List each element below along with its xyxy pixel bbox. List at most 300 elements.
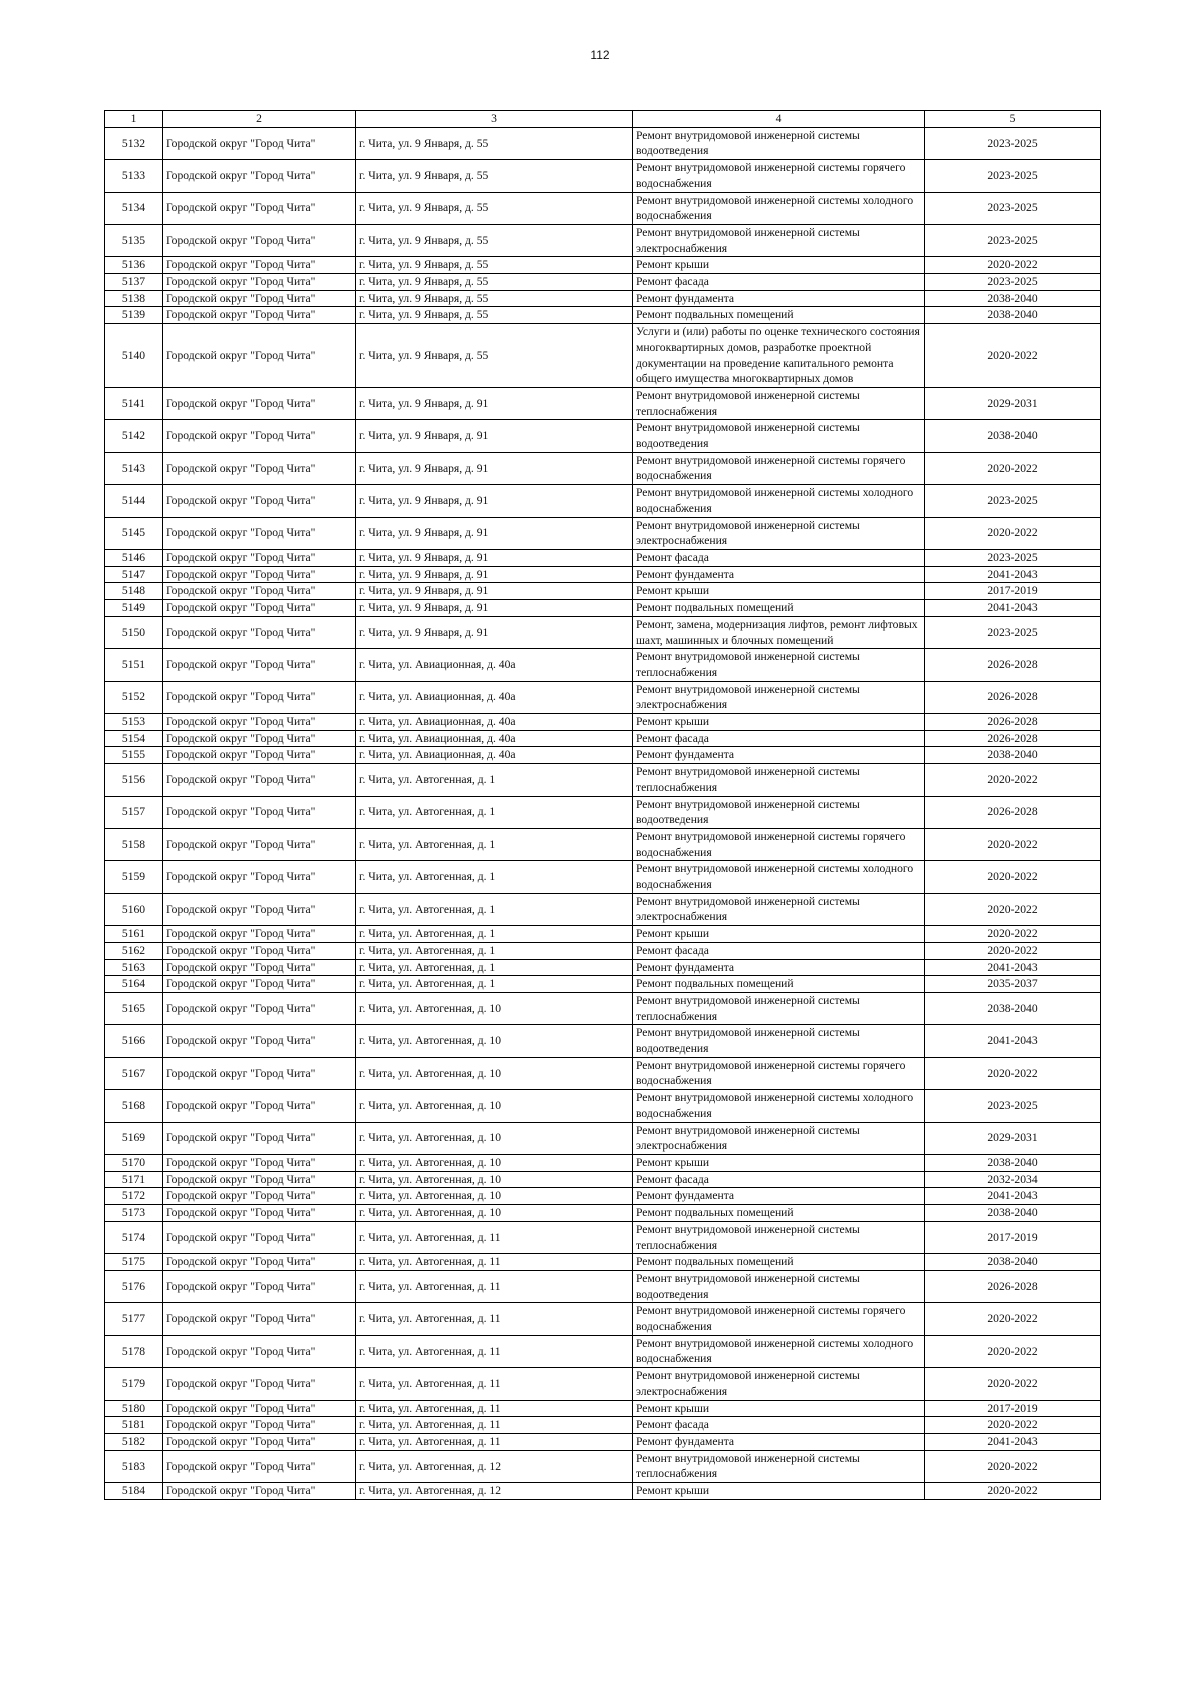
- work-type-cell: Ремонт внутридомовой инженерной системы горячего водоснабжения: [633, 452, 925, 484]
- work-type-cell: Ремонт, замена, модернизация лифтов, ремонт лифтовых шахт, машинных и блочных помещений: [633, 616, 925, 648]
- address-cell: г. Чита, ул. 9 Января, д. 55: [356, 127, 633, 159]
- work-type-cell: Ремонт крыши: [633, 714, 925, 731]
- period-cell: 2020-2022: [925, 861, 1101, 893]
- period-cell: 2020-2022: [925, 1450, 1101, 1482]
- address-cell: г. Чита, ул. Автогенная, д. 10: [356, 1057, 633, 1089]
- row-number-cell: 5178: [105, 1335, 163, 1367]
- table-row: [105, 324, 1101, 388]
- municipality-cell: Городской округ "Город Чита": [163, 1057, 356, 1089]
- row-number-cell: 5149: [105, 600, 163, 617]
- address-cell: г. Чита, ул. Автогенная, д. 11: [356, 1433, 633, 1450]
- municipality-cell: Городской округ "Город Чита": [163, 828, 356, 860]
- table-header: [105, 111, 1101, 128]
- row-number-cell: 5153: [105, 714, 163, 731]
- work-type-cell: Ремонт внутридомовой инженерной системы электроснабжения: [633, 224, 925, 256]
- row-number-cell: 5154: [105, 730, 163, 747]
- work-type-cell: Ремонт крыши: [633, 1155, 925, 1172]
- address-cell: г. Чита, ул. Автогенная, д. 10: [356, 1205, 633, 1222]
- row-number-cell: 5164: [105, 976, 163, 993]
- municipality-cell: Городской округ "Город Чита": [163, 600, 356, 617]
- address-cell: г. Чита, ул. 9 Января, д. 55: [356, 257, 633, 274]
- address-cell: г. Чита, ул. 9 Января, д. 91: [356, 549, 633, 566]
- period-cell: 2020-2022: [925, 1417, 1101, 1434]
- period-cell: 2026-2028: [925, 1270, 1101, 1302]
- municipality-cell: Городской округ "Город Чита": [163, 1417, 356, 1434]
- municipality-cell: Городской округ "Город Чита": [163, 1303, 356, 1335]
- table-row: [105, 1155, 1101, 1172]
- municipality-cell: Городской округ "Город Чита": [163, 387, 356, 419]
- municipality-cell: Городской округ "Город Чита": [163, 1155, 356, 1172]
- work-type-cell: Ремонт внутридомовой инженерной системы водоотведения: [633, 420, 925, 452]
- period-cell: 2026-2028: [925, 796, 1101, 828]
- work-type-cell: Ремонт крыши: [633, 1483, 925, 1500]
- address-cell: г. Чита, ул. Автогенная, д. 11: [356, 1270, 633, 1302]
- table-body: [105, 127, 1101, 1499]
- address-cell: г. Чита, ул. Автогенная, д. 12: [356, 1483, 633, 1500]
- work-type-cell: Услуги и (или) работы по оценке технического состояния многоквартирных домов, разработке проектной документации на проведение капитального ремонта общего имущества многоквартирных домов: [633, 324, 925, 388]
- table-row: [105, 796, 1101, 828]
- municipality-cell: Городской округ "Город Чита": [163, 160, 356, 192]
- municipality-cell: Городской округ "Город Чита": [163, 747, 356, 764]
- address-cell: г. Чита, ул. Авиационная, д. 40а: [356, 730, 633, 747]
- period-cell: 2026-2028: [925, 730, 1101, 747]
- period-cell: 2026-2028: [925, 649, 1101, 681]
- municipality-cell: Городской округ "Город Чита": [163, 959, 356, 976]
- municipality-cell: Городской округ "Город Чита": [163, 1335, 356, 1367]
- period-cell: 2020-2022: [925, 324, 1101, 388]
- work-type-cell: Ремонт фасада: [633, 942, 925, 959]
- table-row: [105, 257, 1101, 274]
- table-row: [105, 420, 1101, 452]
- address-cell: г. Чита, ул. Автогенная, д. 1: [356, 976, 633, 993]
- row-number-cell: 5145: [105, 517, 163, 549]
- municipality-cell: Городской округ "Город Чита": [163, 1221, 356, 1253]
- row-number-cell: 5150: [105, 616, 163, 648]
- header-cell-2: 2: [163, 111, 356, 128]
- table-row: [105, 160, 1101, 192]
- municipality-cell: Городской округ "Город Чита": [163, 1368, 356, 1400]
- work-type-cell: Ремонт внутридомовой инженерной системы водоотведения: [633, 1270, 925, 1302]
- work-type-cell: Ремонт фасада: [633, 549, 925, 566]
- address-cell: г. Чита, ул. 9 Января, д. 91: [356, 616, 633, 648]
- row-number-cell: 5170: [105, 1155, 163, 1172]
- period-cell: 2041-2043: [925, 566, 1101, 583]
- address-cell: г. Чита, ул. Автогенная, д. 1: [356, 942, 633, 959]
- row-number-cell: 5171: [105, 1171, 163, 1188]
- period-cell: 2041-2043: [925, 1025, 1101, 1057]
- address-cell: г. Чита, ул. 9 Января, д. 55: [356, 290, 633, 307]
- table-row: [105, 290, 1101, 307]
- address-cell: г. Чита, ул. Автогенная, д. 11: [356, 1400, 633, 1417]
- row-number-cell: 5165: [105, 992, 163, 1024]
- municipality-cell: Городской округ "Город Чита": [163, 224, 356, 256]
- municipality-cell: Городской округ "Город Чита": [163, 1270, 356, 1302]
- address-cell: г. Чита, ул. 9 Января, д. 55: [356, 307, 633, 324]
- period-cell: 2023-2025: [925, 160, 1101, 192]
- row-number-cell: 5163: [105, 959, 163, 976]
- table-row: [105, 976, 1101, 993]
- municipality-cell: Городской округ "Город Чита": [163, 420, 356, 452]
- municipality-cell: Городской округ "Город Чита": [163, 796, 356, 828]
- period-cell: 2041-2043: [925, 1188, 1101, 1205]
- address-cell: г. Чита, ул. Автогенная, д. 11: [356, 1417, 633, 1434]
- address-cell: г. Чита, ул. 9 Января, д. 55: [356, 192, 633, 224]
- row-number-cell: 5166: [105, 1025, 163, 1057]
- work-type-cell: Ремонт внутридомовой инженерной системы водоотведения: [633, 1025, 925, 1057]
- row-number-cell: 5169: [105, 1122, 163, 1154]
- table-row: [105, 1368, 1101, 1400]
- row-number-cell: 5157: [105, 796, 163, 828]
- table-row: [105, 1417, 1101, 1434]
- table-row: [105, 649, 1101, 681]
- address-cell: г. Чита, ул. Автогенная, д. 10: [356, 1188, 633, 1205]
- period-cell: 2020-2022: [925, 893, 1101, 925]
- header-row: [105, 111, 1101, 128]
- address-cell: г. Чита, ул. Автогенная, д. 10: [356, 1090, 633, 1122]
- row-number-cell: 5141: [105, 387, 163, 419]
- period-cell: 2038-2040: [925, 307, 1101, 324]
- row-number-cell: 5160: [105, 893, 163, 925]
- address-cell: г. Чита, ул. Автогенная, д. 11: [356, 1303, 633, 1335]
- table-row: [105, 192, 1101, 224]
- work-type-cell: Ремонт фундамента: [633, 747, 925, 764]
- table-row: [105, 224, 1101, 256]
- address-cell: г. Чита, ул. Автогенная, д. 10: [356, 1155, 633, 1172]
- period-cell: 2023-2025: [925, 485, 1101, 517]
- municipality-cell: Городской округ "Город Чита": [163, 764, 356, 796]
- table-row: [105, 452, 1101, 484]
- municipality-cell: Городской округ "Город Чита": [163, 583, 356, 600]
- municipality-cell: Городской округ "Город Чита": [163, 566, 356, 583]
- table-row: [105, 1270, 1101, 1302]
- address-cell: г. Чита, ул. 9 Января, д. 55: [356, 274, 633, 291]
- table-row: [105, 1400, 1101, 1417]
- address-cell: г. Чита, ул. 9 Января, д. 55: [356, 224, 633, 256]
- address-cell: г. Чита, ул. 9 Января, д. 91: [356, 583, 633, 600]
- municipality-cell: Городской округ "Город Чита": [163, 1205, 356, 1222]
- period-cell: 2038-2040: [925, 290, 1101, 307]
- address-cell: г. Чита, ул. 9 Января, д. 55: [356, 160, 633, 192]
- row-number-cell: 5152: [105, 681, 163, 713]
- work-type-cell: Ремонт внутридомовой инженерной системы теплоснабжения: [633, 764, 925, 796]
- period-cell: 2023-2025: [925, 616, 1101, 648]
- address-cell: г. Чита, ул. Авиационная, д. 40а: [356, 747, 633, 764]
- table-row: [105, 307, 1101, 324]
- work-type-cell: Ремонт внутридомовой инженерной системы горячего водоснабжения: [633, 1057, 925, 1089]
- period-cell: 2029-2031: [925, 387, 1101, 419]
- period-cell: 2020-2022: [925, 1368, 1101, 1400]
- work-type-cell: Ремонт крыши: [633, 1400, 925, 1417]
- row-number-cell: 5136: [105, 257, 163, 274]
- row-number-cell: 5159: [105, 861, 163, 893]
- capital-repair-table: [104, 110, 1101, 1500]
- period-cell: 2020-2022: [925, 1303, 1101, 1335]
- work-type-cell: Ремонт внутридомовой инженерной системы горячего водоснабжения: [633, 160, 925, 192]
- municipality-cell: Городской округ "Город Чита": [163, 1025, 356, 1057]
- work-type-cell: Ремонт крыши: [633, 583, 925, 600]
- table-row: [105, 1254, 1101, 1271]
- table-row: [105, 549, 1101, 566]
- period-cell: 2017-2019: [925, 1400, 1101, 1417]
- table-row: [105, 942, 1101, 959]
- period-cell: 2020-2022: [925, 942, 1101, 959]
- municipality-cell: Городской округ "Город Чита": [163, 616, 356, 648]
- address-cell: г. Чита, ул. Автогенная, д. 10: [356, 1122, 633, 1154]
- work-type-cell: Ремонт подвальных помещений: [633, 1254, 925, 1271]
- work-type-cell: Ремонт подвальных помещений: [633, 307, 925, 324]
- row-number-cell: 5179: [105, 1368, 163, 1400]
- municipality-cell: Городской округ "Город Чита": [163, 192, 356, 224]
- work-type-cell: Ремонт внутридомовой инженерной системы холодного водоснабжения: [633, 485, 925, 517]
- municipality-cell: Городской округ "Город Чита": [163, 324, 356, 388]
- row-number-cell: 5183: [105, 1450, 163, 1482]
- work-type-cell: Ремонт подвальных помещений: [633, 976, 925, 993]
- municipality-cell: Городской округ "Город Чита": [163, 257, 356, 274]
- row-number-cell: 5146: [105, 549, 163, 566]
- municipality-cell: Городской округ "Город Чита": [163, 290, 356, 307]
- municipality-cell: Городской округ "Город Чита": [163, 861, 356, 893]
- table-row: [105, 127, 1101, 159]
- table-row: [105, 1205, 1101, 1222]
- table-row: [105, 828, 1101, 860]
- row-number-cell: 5172: [105, 1188, 163, 1205]
- address-cell: г. Чита, ул. 9 Января, д. 55: [356, 324, 633, 388]
- table-row: [105, 1335, 1101, 1367]
- work-type-cell: Ремонт внутридомовой инженерной системы электроснабжения: [633, 893, 925, 925]
- work-type-cell: Ремонт фасада: [633, 730, 925, 747]
- row-number-cell: 5140: [105, 324, 163, 388]
- period-cell: 2020-2022: [925, 1483, 1101, 1500]
- table-row: [105, 764, 1101, 796]
- table-row: [105, 992, 1101, 1024]
- row-number-cell: 5142: [105, 420, 163, 452]
- municipality-cell: Городской округ "Город Чита": [163, 1171, 356, 1188]
- period-cell: 2029-2031: [925, 1122, 1101, 1154]
- address-cell: г. Чита, ул. 9 Января, д. 91: [356, 420, 633, 452]
- table-row: [105, 1483, 1101, 1500]
- period-cell: 2041-2043: [925, 959, 1101, 976]
- period-cell: 2020-2022: [925, 517, 1101, 549]
- municipality-cell: Городской округ "Город Чита": [163, 127, 356, 159]
- row-number-cell: 5156: [105, 764, 163, 796]
- row-number-cell: 5138: [105, 290, 163, 307]
- period-cell: 2026-2028: [925, 681, 1101, 713]
- municipality-cell: Городской округ "Город Чита": [163, 274, 356, 291]
- period-cell: 2041-2043: [925, 600, 1101, 617]
- address-cell: г. Чита, ул. Автогенная, д. 1: [356, 828, 633, 860]
- municipality-cell: Городской округ "Город Чита": [163, 730, 356, 747]
- municipality-cell: Городской округ "Город Чита": [163, 681, 356, 713]
- period-cell: 2023-2025: [925, 192, 1101, 224]
- table-row: [105, 566, 1101, 583]
- period-cell: 2023-2025: [925, 274, 1101, 291]
- work-type-cell: Ремонт фундамента: [633, 959, 925, 976]
- row-number-cell: 5173: [105, 1205, 163, 1222]
- municipality-cell: Городской округ "Город Чита": [163, 893, 356, 925]
- work-type-cell: Ремонт фасада: [633, 274, 925, 291]
- address-cell: г. Чита, ул. Автогенная, д. 12: [356, 1450, 633, 1482]
- work-type-cell: Ремонт внутридомовой инженерной системы электроснабжения: [633, 681, 925, 713]
- table-row: [105, 583, 1101, 600]
- period-cell: 2020-2022: [925, 1335, 1101, 1367]
- address-cell: г. Чита, ул. Авиационная, д. 40а: [356, 649, 633, 681]
- row-number-cell: 5148: [105, 583, 163, 600]
- municipality-cell: Городской округ "Город Чита": [163, 1450, 356, 1482]
- table-row: [105, 893, 1101, 925]
- work-type-cell: Ремонт внутридомовой инженерной системы водоотведения: [633, 796, 925, 828]
- work-type-cell: Ремонт внутридомовой инженерной системы электроснабжения: [633, 1122, 925, 1154]
- work-type-cell: Ремонт внутридомовой инженерной системы горячего водоснабжения: [633, 1303, 925, 1335]
- period-cell: 2020-2022: [925, 764, 1101, 796]
- work-type-cell: Ремонт внутридомовой инженерной системы холодного водоснабжения: [633, 1335, 925, 1367]
- row-number-cell: 5139: [105, 307, 163, 324]
- work-type-cell: Ремонт внутридомовой инженерной системы теплоснабжения: [633, 649, 925, 681]
- address-cell: г. Чита, ул. Автогенная, д. 10: [356, 1025, 633, 1057]
- row-number-cell: 5177: [105, 1303, 163, 1335]
- municipality-cell: Городской округ "Город Чита": [163, 485, 356, 517]
- address-cell: г. Чита, ул. Автогенная, д. 1: [356, 861, 633, 893]
- period-cell: 2017-2019: [925, 583, 1101, 600]
- work-type-cell: Ремонт внутридомовой инженерной системы электроснабжения: [633, 517, 925, 549]
- row-number-cell: 5175: [105, 1254, 163, 1271]
- table-row: [105, 1303, 1101, 1335]
- row-number-cell: 5180: [105, 1400, 163, 1417]
- municipality-cell: Городской округ "Город Чита": [163, 1433, 356, 1450]
- row-number-cell: 5162: [105, 942, 163, 959]
- table-row: [105, 616, 1101, 648]
- row-number-cell: 5184: [105, 1483, 163, 1500]
- municipality-cell: Городской округ "Город Чита": [163, 1483, 356, 1500]
- period-cell: 2038-2040: [925, 420, 1101, 452]
- address-cell: г. Чита, ул. 9 Января, д. 91: [356, 517, 633, 549]
- period-cell: 2038-2040: [925, 747, 1101, 764]
- work-type-cell: Ремонт внутридомовой инженерной системы электроснабжения: [633, 1368, 925, 1400]
- municipality-cell: Городской округ "Город Чита": [163, 649, 356, 681]
- address-cell: г. Чита, ул. 9 Января, д. 91: [356, 387, 633, 419]
- period-cell: 2038-2040: [925, 1205, 1101, 1222]
- work-type-cell: Ремонт внутридомовой инженерной системы горячего водоснабжения: [633, 828, 925, 860]
- header-cell-3: 3: [356, 111, 633, 128]
- table-row: [105, 600, 1101, 617]
- row-number-cell: 5155: [105, 747, 163, 764]
- period-cell: 2041-2043: [925, 1433, 1101, 1450]
- municipality-cell: Городской округ "Город Чита": [163, 992, 356, 1024]
- work-type-cell: Ремонт фундамента: [633, 1188, 925, 1205]
- period-cell: 2023-2025: [925, 1090, 1101, 1122]
- table-row: [105, 1122, 1101, 1154]
- work-type-cell: Ремонт подвальных помещений: [633, 600, 925, 617]
- row-number-cell: 5182: [105, 1433, 163, 1450]
- address-cell: г. Чита, ул. 9 Января, д. 91: [356, 485, 633, 517]
- table-row: [105, 959, 1101, 976]
- work-type-cell: Ремонт фасада: [633, 1171, 925, 1188]
- address-cell: г. Чита, ул. Автогенная, д. 1: [356, 893, 633, 925]
- header-cell-1: 1: [105, 111, 163, 128]
- period-cell: 2038-2040: [925, 1155, 1101, 1172]
- address-cell: г. Чита, ул. Автогенная, д. 1: [356, 796, 633, 828]
- table-row: [105, 387, 1101, 419]
- work-type-cell: Ремонт внутридомовой инженерной системы холодного водоснабжения: [633, 861, 925, 893]
- address-cell: г. Чита, ул. Автогенная, д. 1: [356, 926, 633, 943]
- table-row: [105, 1025, 1101, 1057]
- work-type-cell: Ремонт крыши: [633, 257, 925, 274]
- row-number-cell: 5174: [105, 1221, 163, 1253]
- table-row: [105, 485, 1101, 517]
- address-cell: г. Чита, ул. Автогенная, д. 11: [356, 1368, 633, 1400]
- table-row: [105, 1171, 1101, 1188]
- table-row: [105, 1450, 1101, 1482]
- period-cell: 2023-2025: [925, 127, 1101, 159]
- municipality-cell: Городской округ "Город Чита": [163, 517, 356, 549]
- period-cell: 2023-2025: [925, 549, 1101, 566]
- table-row: [105, 1090, 1101, 1122]
- period-cell: 2032-2034: [925, 1171, 1101, 1188]
- row-number-cell: 5167: [105, 1057, 163, 1089]
- row-number-cell: 5134: [105, 192, 163, 224]
- address-cell: г. Чита, ул. Автогенная, д. 11: [356, 1221, 633, 1253]
- row-number-cell: 5176: [105, 1270, 163, 1302]
- work-type-cell: Ремонт внутридомовой инженерной системы теплоснабжения: [633, 1221, 925, 1253]
- period-cell: 2020-2022: [925, 257, 1101, 274]
- table-row: [105, 714, 1101, 731]
- table-row: [105, 926, 1101, 943]
- period-cell: 2020-2022: [925, 926, 1101, 943]
- address-cell: г. Чита, ул. 9 Января, д. 91: [356, 600, 633, 617]
- work-type-cell: Ремонт фасада: [633, 1417, 925, 1434]
- table-row: [105, 1221, 1101, 1253]
- table-row: [105, 730, 1101, 747]
- work-type-cell: Ремонт внутридомовой инженерной системы водоотведения: [633, 127, 925, 159]
- work-type-cell: Ремонт подвальных помещений: [633, 1205, 925, 1222]
- address-cell: г. Чита, ул. Автогенная, д. 10: [356, 992, 633, 1024]
- municipality-cell: Городской округ "Город Чита": [163, 452, 356, 484]
- row-number-cell: 5161: [105, 926, 163, 943]
- address-cell: г. Чита, ул. Автогенная, д. 11: [356, 1254, 633, 1271]
- work-type-cell: Ремонт крыши: [633, 926, 925, 943]
- municipality-cell: Городской округ "Город Чита": [163, 1188, 356, 1205]
- work-type-cell: Ремонт внутридомовой инженерной системы холодного водоснабжения: [633, 1090, 925, 1122]
- work-type-cell: Ремонт фундамента: [633, 1433, 925, 1450]
- row-number-cell: 5181: [105, 1417, 163, 1434]
- address-cell: г. Чита, ул. Автогенная, д. 10: [356, 1171, 633, 1188]
- municipality-cell: Городской округ "Город Чита": [163, 976, 356, 993]
- row-number-cell: 5151: [105, 649, 163, 681]
- table-row: [105, 274, 1101, 291]
- work-type-cell: Ремонт внутридомовой инженерной системы теплоснабжения: [633, 387, 925, 419]
- address-cell: г. Чита, ул. 9 Января, д. 91: [356, 566, 633, 583]
- work-type-cell: Ремонт внутридомовой инженерной системы теплоснабжения: [633, 1450, 925, 1482]
- work-type-cell: Ремонт фундамента: [633, 290, 925, 307]
- municipality-cell: Городской округ "Город Чита": [163, 1122, 356, 1154]
- period-cell: 2020-2022: [925, 452, 1101, 484]
- header-cell-4: 4: [633, 111, 925, 128]
- table-row: [105, 517, 1101, 549]
- period-cell: 2026-2028: [925, 714, 1101, 731]
- table-row: [105, 1188, 1101, 1205]
- row-number-cell: 5147: [105, 566, 163, 583]
- table-row: [105, 1057, 1101, 1089]
- row-number-cell: 5168: [105, 1090, 163, 1122]
- period-cell: 2017-2019: [925, 1221, 1101, 1253]
- period-cell: 2038-2040: [925, 992, 1101, 1024]
- row-number-cell: 5158: [105, 828, 163, 860]
- period-cell: 2023-2025: [925, 224, 1101, 256]
- address-cell: г. Чита, ул. 9 Января, д. 91: [356, 452, 633, 484]
- municipality-cell: Городской округ "Город Чита": [163, 1090, 356, 1122]
- table-row: [105, 861, 1101, 893]
- row-number-cell: 5144: [105, 485, 163, 517]
- row-number-cell: 5137: [105, 274, 163, 291]
